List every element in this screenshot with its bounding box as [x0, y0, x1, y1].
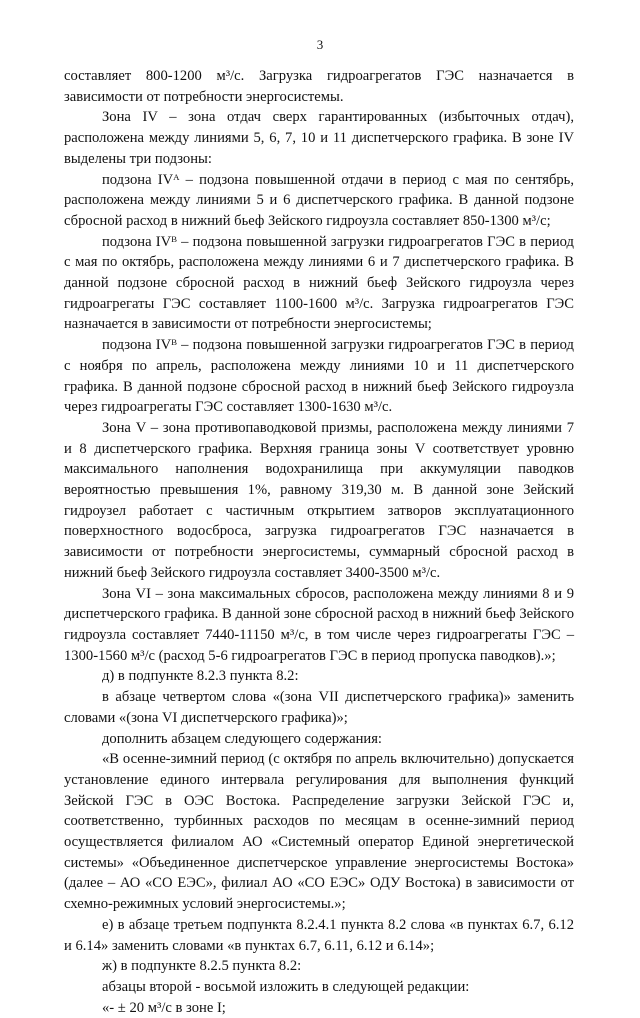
paragraph-subzone-ivv: подзона IVᴮ – подзона повышенной загрузки гидроагрегатов ГЭС в период с ноября по апрель, расположена между линиями 10 и 11 диспетчерского графика. В данной подзоне сбросной расход в нижний бьеф Зейского гидроузла через гидроагрегаты ГЭС составляет 1300-1630 м³/с.: [64, 337, 574, 416]
paragraph-zone-i-limit: «- ± 20 м³/с в зоне I;: [102, 999, 226, 1016]
paragraph-subzone-iva: подзона IVᴬ – подзона повышенной отдачи в период с мая по сентябрь, расположена между линиями 5 и 6 диспетчерского графика. В данной подзоне сбросной расход в нижний бьеф Зейского гидроузла составляет 850-1300 м³/с;: [64, 171, 574, 229]
paragraph-zone-vi: Зона VI – зона максимальных сбросов, расположена между линиями 8 и 9 диспетчерского графика. В данной зоне сбросной расход в нижний бьеф Зейского гидроузла составляет 7440-11150 м³/с, в том числе через гидроагрегаты ГЭС – 1300-1560 м³/с (расход 5-6 гидроагрегатов ГЭС в период пропуска паводков).»;: [64, 585, 574, 664]
paragraph-subzone-ivb: подзона IVᴮ – подзона повышенной загрузки гидроагрегатов ГЭС в период с мая по октябрь, расположена между линиями 6 и 7 диспетчерского графика. В данной подзоне сбросной расход в нижний бьеф Зейского гидроузла через гидроагрегаты ГЭС составляет 1100-1600 м³/с. Загрузка гидроагрегатов ГЭС назначается в зависимости от потребности энергосистемы;: [64, 233, 574, 333]
list-item-d: д) в подпункте 8.2.3 пункта 8.2:: [102, 668, 299, 685]
page-number: 3: [316, 37, 324, 52]
paragraph-add-text: дополнить абзацем следующего содержания:: [102, 730, 382, 747]
list-item-e: е) в абзаце третьем подпункта 8.2.4.1 пункта 8.2 слова «в пунктах 6.7, 6.12 и 6.14» заменить словами «в пунктах 6.7, 6.11, 6.12 и 6.14»;: [64, 916, 574, 954]
document-body: [64, 66, 574, 1018]
list-item-zh: ж) в подпункте 8.2.5 пункта 8.2:: [102, 958, 302, 975]
paragraph-zone-iv: Зона IV – зона отдач сверх гарантированных (избыточных отдач), расположена между линиями 5, 6, 7, 10 и 11 диспетчерского графика. В зоне IV выделены три подзоны:: [64, 109, 574, 167]
paragraph-quoted-addition: «В осенне-зимний период (с октября по апрель включительно) допускается установление единого интервала регулирования для выполнения функций Зейской ГЭС в ОЭС Востока. Распределение загрузки Зейской ГЭС и, соответственно, турбинных расходов по месяцам в осенне-зимний период осуществляется филиалом АО «Системный оператор Единой энергетической системы» «Объединенное диспетчерское управление энергосистемы Востока» (далее – АО «СО ЕЭС», филиал АО «СО ЕЭС» ОДУ Востока) в зависимости от схемно-режимных условий энергосистемы.»;: [64, 751, 574, 913]
paragraph-zone-v: Зона V – зона противопаводковой призмы, расположена между линиями 7 и 8 диспетчерского графика. Верхняя граница зоны V соответствует уровню максимального наполнения водохранилища при аккумуляции паводков вероятностью превышения 1%, равному 319,30 м. В данной зоне Зейский гидроузел работает с частичным открытием затворов эксплуатационного поверхностного водосброса, загрузка гидроагрегатов ГЭС назначается в зависимости от потребности энергосистемы, суммарный сбросной расход в нижний бьеф Зейского гидроузла составляет 3400-3500 м³/с.: [64, 419, 574, 581]
paragraph-new-edition: абзацы второй - восьмой изложить в следующей редакции:: [102, 978, 470, 995]
paragraph-continuation: составляет 800-1200 м³/с. Загрузка гидроагрегатов ГЭС назначается в зависимости от потребности энергосистемы.: [64, 68, 574, 105]
paragraph-replace-words: в абзаце четвертом слова «(зона VII диспетчерского графика)» заменить словами «(зона VI диспетчерского графика)»;: [64, 689, 574, 726]
